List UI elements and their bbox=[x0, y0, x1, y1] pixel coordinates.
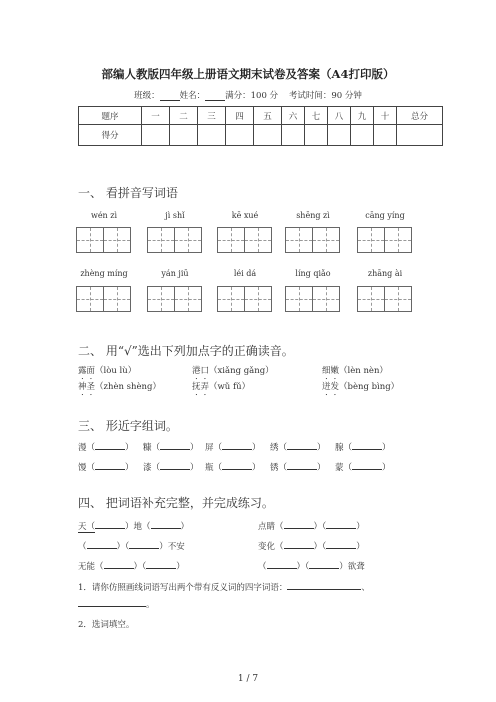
score-table bbox=[78, 106, 443, 146]
full-score: 满分：100 分 bbox=[225, 91, 279, 101]
score-row-label: 得分 bbox=[79, 125, 142, 146]
pinyin-prompt: léi dá bbox=[233, 269, 257, 278]
pinyin-prompt: kē xué bbox=[231, 211, 259, 220]
writing-grid[interactable] bbox=[217, 286, 271, 312]
pinyin-prompt: cāng yíng bbox=[365, 211, 405, 220]
score-header-cell: 五 bbox=[254, 107, 282, 125]
similar-char-item: 瓶（ ） bbox=[205, 463, 261, 473]
question-1: 1．请你仿照画线词语写出两个带有反义词的四字词语： 、 bbox=[78, 583, 370, 593]
pinyin-prompt: jì shǐ bbox=[165, 211, 185, 220]
writing-cell[interactable] bbox=[244, 286, 272, 312]
fill-line-3b: （ ）（ ）欲聋 bbox=[258, 562, 365, 572]
similar-char-item: 腺（ ） bbox=[335, 443, 391, 453]
fill-line-2b: 变化（ ）（ ） bbox=[258, 542, 365, 552]
section-4-title: 四、 把词语补充完整，并完成练习。 bbox=[78, 496, 274, 510]
choice-item-6: 迸发（bèng bìng） bbox=[322, 382, 400, 392]
answer-blank[interactable] bbox=[352, 441, 382, 450]
similar-char-item: 蒙（ ） bbox=[335, 463, 391, 473]
score-value-row bbox=[79, 125, 443, 146]
choice-item-5: 抚弄（wǔ fǔ） bbox=[192, 382, 251, 392]
writing-grid[interactable] bbox=[357, 286, 411, 312]
answer-blank[interactable] bbox=[287, 441, 317, 450]
writing-grid[interactable] bbox=[285, 227, 339, 253]
class-blank bbox=[160, 91, 180, 101]
question-2: 2．选词填空。 bbox=[78, 620, 135, 630]
answer-blank[interactable] bbox=[287, 461, 317, 470]
name-blank bbox=[205, 91, 225, 101]
score-header-cell: 九 bbox=[351, 107, 374, 125]
score-header-cell: 八 bbox=[328, 107, 351, 125]
choice-item-2: 港口（xiǎng gǎng） bbox=[192, 366, 274, 376]
fill-line-1a: 天（ ）地（ ） bbox=[78, 522, 190, 532]
page-number: 1 / 7 bbox=[237, 674, 259, 684]
score-header-cell: 一 bbox=[142, 107, 170, 125]
writing-cell[interactable] bbox=[312, 286, 340, 312]
score-header-cell: 二 bbox=[170, 107, 198, 125]
fill-line-3a: 无能（ ）（ ） bbox=[78, 562, 185, 572]
writing-grid[interactable] bbox=[76, 286, 130, 312]
score-header-cell: 七 bbox=[305, 107, 328, 125]
answer-blank[interactable] bbox=[95, 461, 125, 470]
writing-grid[interactable] bbox=[76, 227, 130, 253]
page-title: 部编人教版四年级上册语文期末试卷及答案（A4打印版） bbox=[101, 67, 395, 81]
score-cell bbox=[374, 125, 397, 146]
writing-cell[interactable] bbox=[174, 286, 202, 312]
section-1-title: 一、 看拼音写词语 bbox=[78, 186, 178, 200]
similar-char-item: 糠（ ） bbox=[143, 443, 199, 453]
score-cell bbox=[351, 125, 374, 146]
choice-item-3: 细嫩（lèn nèn） bbox=[322, 366, 388, 376]
writing-cell[interactable] bbox=[357, 286, 385, 312]
writing-cell[interactable] bbox=[217, 286, 245, 312]
writing-cell[interactable] bbox=[76, 286, 104, 312]
score-cell bbox=[198, 125, 226, 146]
answer-blank[interactable] bbox=[222, 461, 252, 470]
writing-cell[interactable] bbox=[103, 227, 131, 253]
writing-grid[interactable] bbox=[217, 227, 271, 253]
score-header-cell: 三 bbox=[198, 107, 226, 125]
question-1-cont: 。 bbox=[78, 598, 155, 610]
exam-info bbox=[0, 89, 496, 101]
fill-line-1b: 点睛（ ）（ ） bbox=[258, 522, 365, 532]
writing-cell[interactable] bbox=[217, 227, 245, 253]
similar-char-item: 屏（ ） bbox=[205, 443, 261, 453]
writing-grid[interactable] bbox=[357, 227, 411, 253]
score-header-cell: 六 bbox=[282, 107, 305, 125]
writing-cell[interactable] bbox=[76, 227, 104, 253]
pinyin-prompt: shēng zì bbox=[296, 211, 330, 220]
pinyin-prompt: líng qiǎo bbox=[295, 269, 331, 278]
answer-blank[interactable] bbox=[160, 461, 190, 470]
class-label: 班级： bbox=[134, 91, 160, 101]
score-cell bbox=[328, 125, 351, 146]
writing-cell[interactable] bbox=[357, 227, 385, 253]
exam-time: 考试时间：90 分钟 bbox=[288, 91, 362, 101]
score-header-cell: 总分 bbox=[397, 107, 443, 125]
similar-char-item: 绣（ ） bbox=[270, 443, 326, 453]
choice-item-4: 神圣（zhèn shèng） bbox=[78, 382, 161, 392]
writing-cell[interactable] bbox=[147, 227, 175, 253]
score-cell bbox=[254, 125, 282, 146]
writing-cell[interactable] bbox=[312, 227, 340, 253]
score-cell bbox=[282, 125, 305, 146]
section-2-title: 二、 用“√”选出下列加点字的正确读音。 bbox=[78, 344, 294, 358]
score-cell bbox=[142, 125, 170, 146]
writing-cell[interactable] bbox=[103, 286, 131, 312]
score-header-cell: 十 bbox=[374, 107, 397, 125]
pinyin-prompt: wén zì bbox=[90, 211, 118, 220]
writing-cell[interactable] bbox=[285, 227, 313, 253]
choice-item-1: 露面（lòu lù） bbox=[78, 366, 137, 376]
fill-line-2a: （ ）（ ）不安 bbox=[78, 542, 185, 552]
similar-char-item: 馒（ ） bbox=[78, 463, 134, 473]
answer-blank[interactable] bbox=[95, 441, 125, 450]
pinyin-prompt: yán jiū bbox=[161, 269, 189, 278]
writing-grid[interactable] bbox=[147, 227, 201, 253]
score-header-row bbox=[79, 107, 443, 125]
writing-cell[interactable] bbox=[384, 227, 412, 253]
answer-blank[interactable] bbox=[222, 441, 252, 450]
score-cell bbox=[170, 125, 198, 146]
score-header-cell: 题序 bbox=[79, 107, 142, 125]
writing-cell[interactable] bbox=[147, 286, 175, 312]
writing-cell[interactable] bbox=[285, 286, 313, 312]
score-header-cell: 四 bbox=[226, 107, 254, 125]
score-cell bbox=[305, 125, 328, 146]
similar-char-item: 漆（ ） bbox=[143, 463, 199, 473]
pinyin-prompt: zhāng ài bbox=[367, 269, 403, 278]
similar-char-item: 锈（ ） bbox=[270, 463, 326, 473]
writing-grid[interactable] bbox=[285, 286, 339, 312]
score-cell bbox=[226, 125, 254, 146]
similar-char-item: 漫（ ） bbox=[78, 443, 134, 453]
name-label: 姓名： bbox=[179, 91, 206, 101]
writing-grid[interactable] bbox=[147, 286, 201, 312]
answer-blank[interactable] bbox=[352, 461, 382, 470]
section-3-title: 三、 形近字组词。 bbox=[78, 419, 178, 433]
writing-cell[interactable] bbox=[244, 227, 272, 253]
writing-cell[interactable] bbox=[174, 227, 202, 253]
writing-cell[interactable] bbox=[384, 286, 412, 312]
pinyin-prompt: zhèng míng bbox=[80, 269, 128, 278]
score-cell bbox=[397, 125, 443, 146]
answer-blank[interactable] bbox=[160, 441, 190, 450]
